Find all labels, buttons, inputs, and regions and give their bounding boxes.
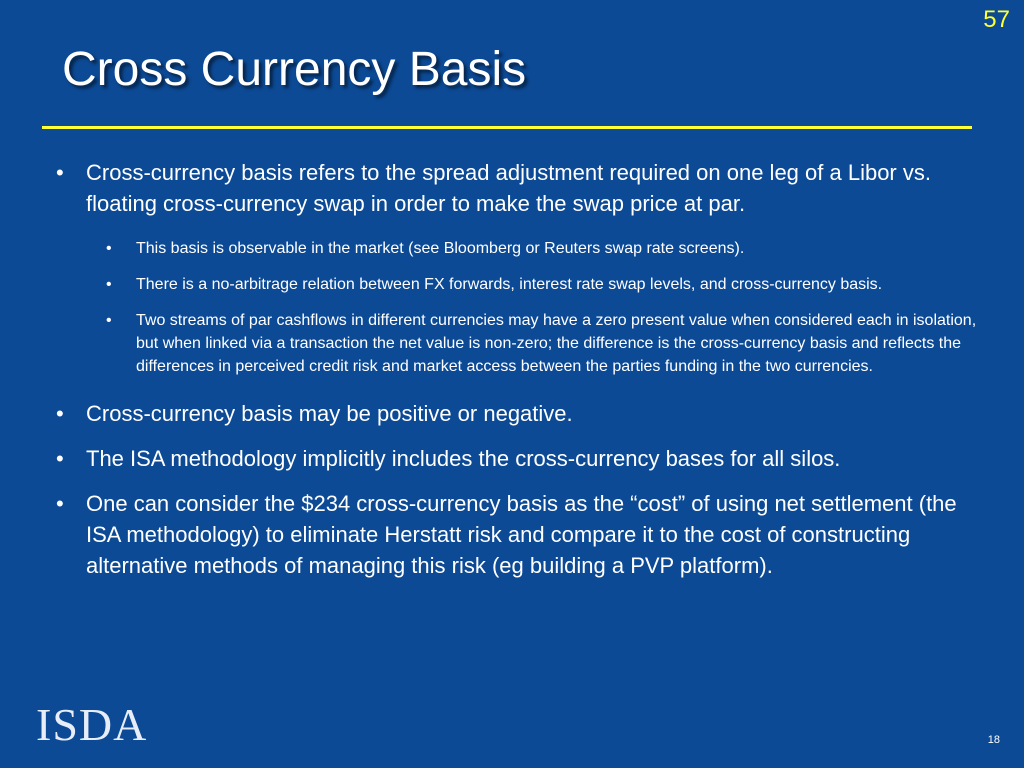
slide-content <box>56 157 981 595</box>
isda-logo: ISDA <box>36 699 148 750</box>
bullet-text: The ISA methodology implicitly includes the cross-currency bases for all silos. <box>86 446 841 471</box>
bullet-text: Cross-currency basis refers to the spread adjustment required on one leg of a Libor vs. floating cross-currency swap in order to make the swap price at par. <box>86 160 931 216</box>
bullet-marker: • <box>56 446 64 471</box>
slide-title: Cross Currency Basis <box>62 43 527 96</box>
slide-number-bottom: 18 <box>987 734 1000 746</box>
slide-number-top: 57 <box>983 6 1010 33</box>
sub-bullet-item <box>56 237 981 260</box>
sub-bullet-item <box>56 273 981 296</box>
bullet-marker: • <box>56 491 64 516</box>
bullet-item <box>56 398 981 429</box>
bullet-item <box>56 157 981 219</box>
sub-bullet-text: There is a no-arbitrage relation between FX forwards, interest rate swap levels, and cross-currency basis. <box>136 276 883 293</box>
bullet-text: Cross-currency basis may be positive or negative. <box>86 401 573 426</box>
sub-bullet-list <box>56 237 981 378</box>
bullet-text: One can consider the $234 cross-currency basis as the “cost” of using net settlement (the ISA methodology) to eliminate Herstatt risk and compare it to the cost of constructing alternative methods of managing this risk (eg building a PVP platform). <box>86 491 957 578</box>
sub-bullet-marker: • <box>106 312 112 329</box>
sub-bullet-marker: • <box>106 240 112 257</box>
sub-bullet-text: This basis is observable in the market (see Bloomberg or Reuters swap rate screens). <box>136 240 745 257</box>
bullet-item <box>56 488 981 581</box>
sub-bullet-marker: • <box>106 276 112 293</box>
bullet-marker: • <box>56 401 64 426</box>
title-divider <box>42 126 972 129</box>
sub-bullet-item <box>56 309 981 378</box>
bullet-item <box>56 443 981 474</box>
sub-bullet-text: Two streams of par cashflows in different currencies may have a zero present value when considered each in isolation, but when linked via a transaction the net value is non-zero; the difference is the cross-currency basis and reflects the differences in perceived credit risk and market access between the parties funding in the two currencies. <box>136 312 977 375</box>
bullet-marker: • <box>56 160 64 185</box>
